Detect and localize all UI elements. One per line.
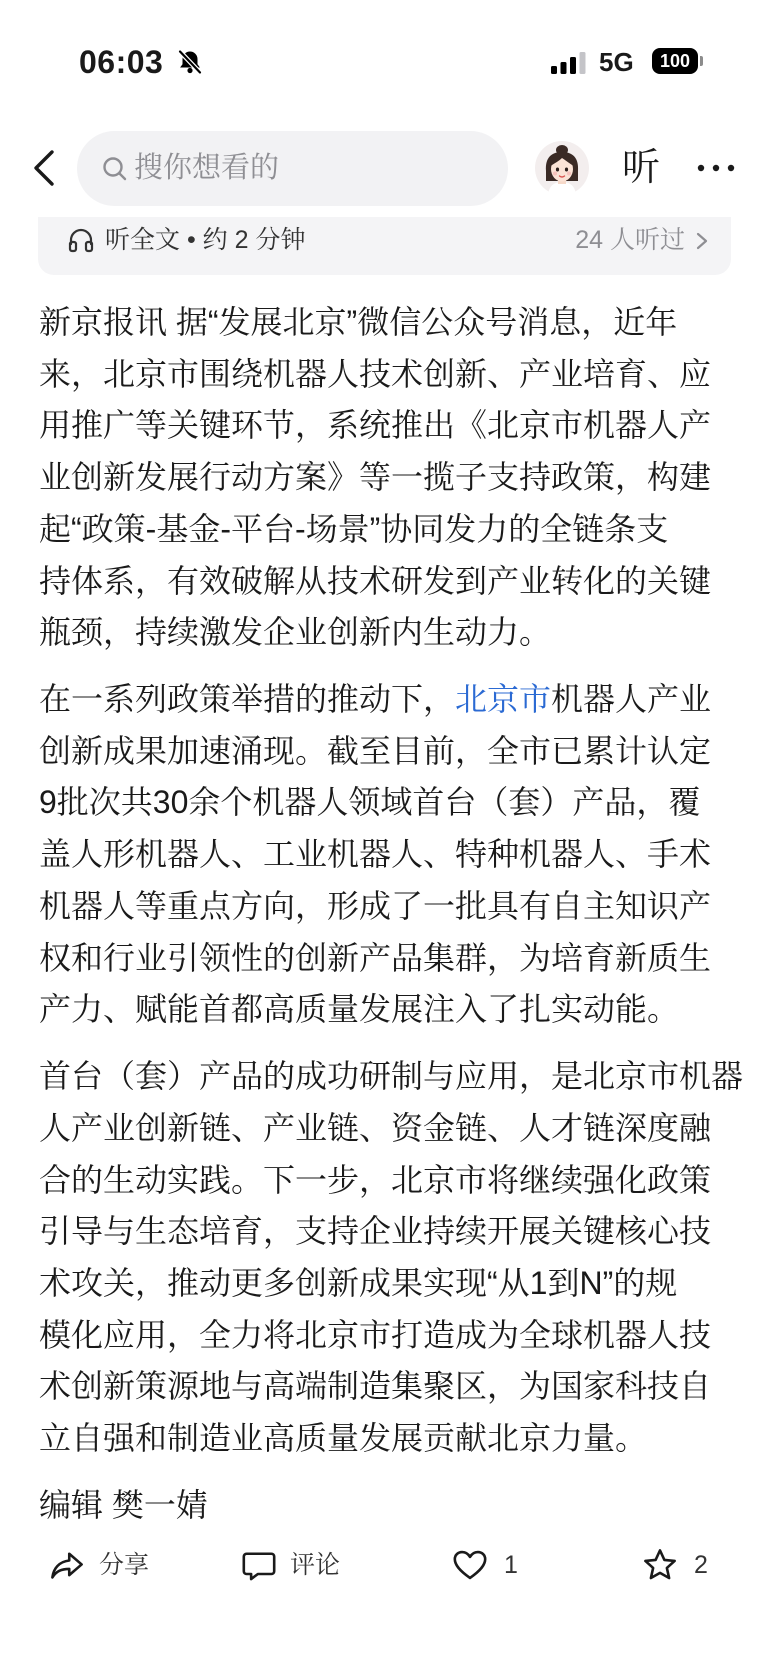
back-chevron-icon[interactable] — [31, 148, 57, 188]
battery-nub — [700, 56, 703, 66]
paragraph-line: 引导与生态培育，支持企业持续开展关键核心技 — [39, 1213, 712, 1250]
like-count[interactable]: 1 — [504, 1551, 518, 1579]
listen-button[interactable]: 听 — [621, 147, 660, 189]
paragraph-line: 起“政策-基金-平台-场景”协同发力的全链条支 — [39, 510, 669, 547]
more-dots-icon[interactable] — [696, 158, 736, 178]
paragraph-line: 9批次共30余个机器人领域首台（套）产品，覆 — [39, 784, 701, 821]
comment-button[interactable]: 评论 — [290, 1551, 341, 1579]
paragraph-line: 来，北京市围绕机器人技术创新、产业培育、应 — [39, 355, 712, 392]
paragraph-line: 合的生动实践。下一步，北京市将继续强化政策 — [39, 1161, 712, 1198]
paragraph-line: 业创新发展行动方案》等一揽子支持政策，构建 — [39, 459, 712, 496]
paragraph-line — [39, 674, 764, 726]
article-body — [39, 297, 764, 1531]
paragraph-line: 瓶颈，持续激发企业创新内生动力。 — [39, 614, 552, 651]
search-icon — [101, 155, 129, 183]
paragraph-line: 机器人等重点方向，形成了一批具有自主知识产 — [39, 887, 712, 924]
listener-count: 24 人听过 — [575, 226, 685, 254]
article-paragraph — [39, 674, 764, 1036]
heart-icon[interactable] — [452, 1547, 488, 1583]
paragraph-line: 术创新策源地与高端制造集聚区，为国家科技自 — [39, 1368, 712, 1405]
paragraph-line: 持体系，有效破解从技术研发到产业转化的关键 — [39, 562, 712, 599]
search-input[interactable] — [77, 131, 508, 206]
paragraph-line: 模化应用，全力将北京市打造成为全球机器人技 — [39, 1316, 712, 1353]
paragraph-line: 创新成果加速涌现。截至目前，全市已累计认定 — [39, 732, 712, 769]
paragraph-line: 术攻关，推动更多创新成果实现“从1到N”的规 — [39, 1264, 678, 1301]
listen-duration-label: 听全文 • 约 2 分钟 — [105, 226, 306, 254]
paragraph-line: 用推广等关键环节，系统推出《北京市机器人产 — [39, 407, 712, 444]
paragraph-line: 立自强和制造业高质量发展贡献北京力量。 — [39, 1420, 648, 1457]
share-icon[interactable] — [49, 1547, 85, 1583]
search-placeholder: 搜你想看的 — [134, 152, 280, 184]
network-type: 5G — [599, 47, 634, 77]
signal-icon — [551, 52, 587, 74]
paragraph-line: 新京报讯 据“发展北京”微信公众号消息，近年 — [39, 304, 678, 340]
comment-icon[interactable] — [241, 1547, 277, 1583]
paragraph-line: 权和行业引领性的创新产品集群，为培育新质生 — [39, 939, 712, 976]
text-segment: 机器人产业 — [551, 681, 712, 718]
chevron-right-icon — [695, 231, 709, 251]
star-icon[interactable] — [642, 1547, 678, 1583]
article-paragraph — [39, 297, 764, 659]
text-segment: 在一系列政策举措的推动下， — [39, 681, 456, 718]
paragraph-line: 盖人形机器人、工业机器人、特种机器人、手术 — [39, 836, 712, 873]
paragraph-line: 人产业创新链、产业链、资金链、人才链深度融 — [39, 1109, 712, 1146]
editor-credit: 编辑 樊一婧 — [39, 1486, 208, 1523]
article-paragraphs — [39, 297, 764, 1465]
paragraph-line: 产力、赋能首都高质量发展注入了扎实动能。 — [39, 991, 680, 1028]
headphones-icon — [67, 226, 95, 254]
favorite-count[interactable]: 2 — [694, 1551, 708, 1579]
avatar[interactable] — [535, 141, 589, 195]
paragraph-line: 首台（套）产品的成功研制与应用，是北京市机器 — [39, 1058, 744, 1095]
article-paragraph — [39, 1051, 764, 1465]
battery-icon: 100 — [652, 48, 698, 74]
share-button[interactable]: 分享 — [99, 1551, 150, 1579]
inline-link[interactable]: 北京市 — [455, 681, 552, 718]
bell-slash-icon — [176, 48, 204, 76]
listen-full-article-bar[interactable] — [38, 217, 731, 275]
status-time: 06:03 — [79, 44, 164, 80]
